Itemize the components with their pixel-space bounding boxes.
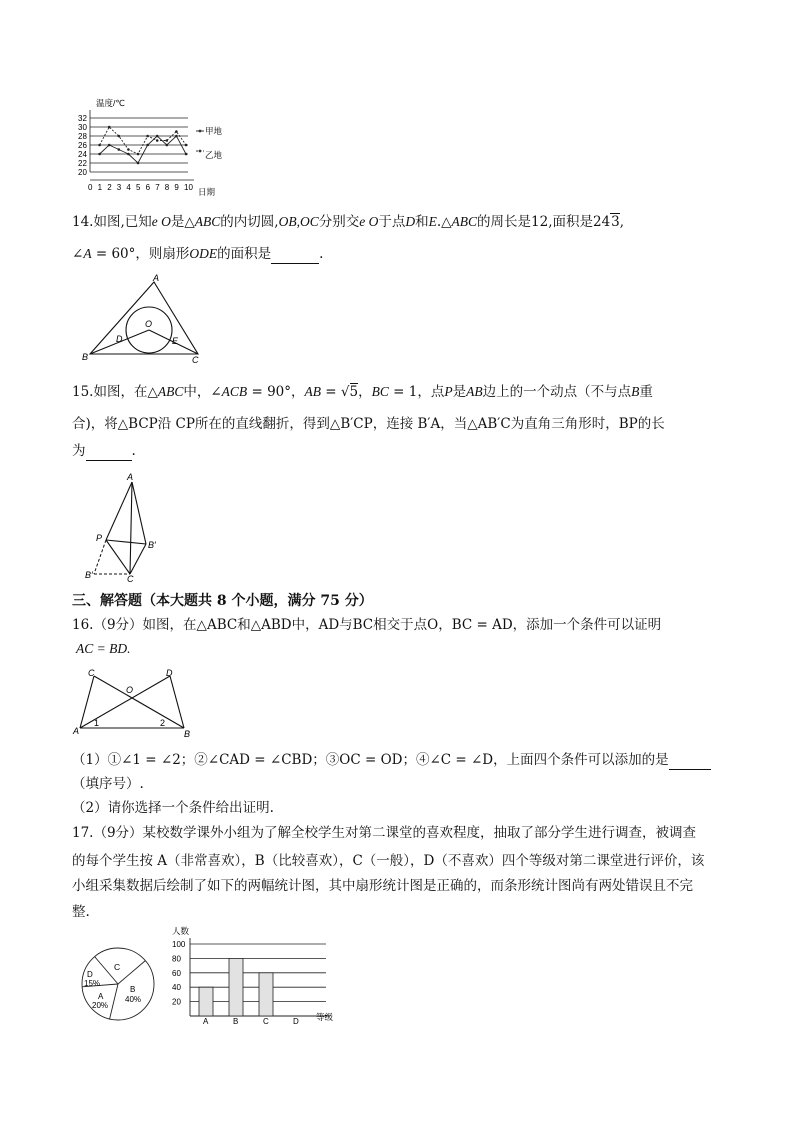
bar-A: [199, 987, 213, 1016]
temp-point: [185, 144, 188, 147]
temp-y-tick: 28: [78, 132, 87, 141]
section3-title: 三、解答题（本大题共 8 个小题，满分 75 分）: [72, 593, 373, 609]
svg-text:2: 2: [160, 718, 166, 728]
temp-x-tick: 1: [97, 183, 103, 192]
svg-text:D: D: [166, 668, 173, 678]
q17-line2: 的每个学生按 A（非常喜欢），B（比较喜欢），C（一般），D（不喜欢）四个等级对第二课堂进行评价，该: [72, 853, 705, 869]
svg-text:D: D: [116, 334, 123, 344]
temp-point: [146, 144, 149, 147]
svg-text:O: O: [126, 685, 134, 695]
bar-chart: [166, 924, 346, 1024]
legend-jia: 甲地: [205, 126, 223, 136]
temp-x-tick: 0: [88, 183, 93, 192]
temp-y-tick: 20: [78, 168, 87, 177]
q16-options-2: （填序号）.: [72, 776, 144, 792]
svg-text:B′: B′: [148, 540, 156, 550]
bar-chart-xlabel: 等级: [316, 1012, 334, 1022]
svg-text:C: C: [88, 668, 95, 678]
temp-chart-xlabel: 日期: [198, 187, 216, 197]
svg-text:A: A: [153, 273, 160, 283]
svg-text:C: C: [114, 962, 121, 972]
svg-text:C: C: [192, 355, 199, 364]
q14-line2: ∠A = 60°，则扇形ODE的面积是 .: [72, 246, 324, 262]
bar-y-tick: 100: [172, 940, 186, 949]
bar-chart-ylabel: 人数: [172, 926, 190, 936]
temp-point: [137, 153, 140, 156]
temp-x-tick: 9: [174, 183, 179, 192]
temp-point: [118, 148, 121, 151]
q16-part2: （2）请你选择一个条件给出证明.: [72, 800, 274, 816]
fig14-incircle-triangle: [82, 272, 212, 364]
svg-text:A: A: [98, 992, 104, 1001]
q16-options: （1）①∠1 = ∠2；②∠CAD = ∠CBD；③OC = OD；④∠C = ∠D，上面四个条件可以添加的是: [72, 750, 711, 770]
temp-point: [156, 135, 159, 138]
bar-y-tick: 20: [172, 997, 181, 1007]
bar-x-tick: C: [263, 1017, 269, 1024]
svg-text:B: B: [130, 985, 136, 994]
temp-x-tick: 6: [145, 183, 151, 192]
pie-slice-B: [118, 961, 145, 984]
temp-x-tick: 8: [164, 183, 170, 192]
q16-line2: AC = BD.: [76, 641, 131, 656]
bar-x-tick: B: [233, 1017, 239, 1024]
bar-x-tick: A: [203, 1017, 209, 1024]
temp-series-line: [100, 136, 186, 163]
temp-point: [108, 126, 111, 129]
svg-text:40%: 40%: [125, 995, 142, 1004]
temp-point: [175, 130, 178, 133]
legend-yi: 乙地: [205, 150, 223, 160]
temp-point: [127, 148, 130, 151]
temp-point: [137, 162, 140, 165]
temp-point: [98, 144, 101, 147]
temp-point: [175, 135, 178, 138]
svg-text:B: B: [184, 729, 191, 738]
q14-line1: 14.如图,已知e O是△ABC的内切圆,OB,OC分别交e O于点D和E.△ABC的周长是12,面积是243,: [72, 214, 625, 230]
temp-y-tick: 26: [78, 141, 87, 150]
q15-line2: 合)，将△BCP沿 CP所在的直线翻折，得到△B′CP，连接 B′A，当△AB′C为直角三角形时，BP的长: [72, 416, 665, 432]
q16-answer-blank[interactable]: [669, 755, 711, 770]
temp-point: [98, 153, 101, 156]
pie-chart: [78, 944, 162, 1024]
temperature-chart: [76, 96, 236, 200]
temp-point: [108, 144, 111, 147]
svg-text:A: A: [73, 726, 80, 736]
svg-text:C: C: [127, 574, 134, 582]
bar-C: [259, 973, 273, 1016]
temp-point: [185, 153, 188, 156]
q15-answer-blank[interactable]: [86, 446, 132, 461]
temp-y-tick: 24: [78, 150, 87, 159]
bar-B: [229, 958, 243, 1016]
fig15-fold-triangle: [82, 470, 162, 582]
q16-line1: 16.（9分）如图，在△ABC和△ABD中，AD与BC相交于点O，BC = AD，添加一个条件可以证明: [72, 617, 662, 633]
q14-answer-blank[interactable]: [271, 249, 319, 264]
svg-text:A: A: [127, 472, 134, 482]
svg-text:20%: 20%: [92, 1001, 109, 1010]
svg-text:P: P: [96, 533, 103, 543]
temp-x-tick: 2: [107, 183, 112, 192]
bar-y-tick: 80: [172, 954, 181, 964]
temp-point: [166, 139, 169, 142]
temp-chart-ylabel: 温度/℃: [96, 98, 125, 108]
svg-text:1: 1: [94, 718, 100, 728]
fig16-crossed-triangles: [72, 664, 192, 738]
q17-line1: 17.（9分）某校数学课外小组为了解全校学生对第二课堂的喜欢程度，抽取了部分学生进行调查，被调查: [72, 825, 697, 841]
temp-point: [127, 153, 130, 156]
bar-y-tick: 60: [172, 968, 181, 978]
q17-line4: 整.: [72, 904, 90, 920]
svg-text:B: B: [82, 352, 89, 362]
q17-line3: 小组采集数据后绘制了如下的两幅统计图，其中扇形统计图是正确的，而条形统计图尚有两处错误且不完: [72, 878, 693, 894]
svg-text:B′: B′: [85, 570, 93, 580]
temp-point: [166, 144, 169, 147]
pie-slice-A: [110, 984, 118, 1019]
temp-x-tick: 4: [126, 183, 131, 192]
temp-y-tick: 32: [78, 114, 87, 123]
temp-point: [146, 135, 149, 138]
temp-point: [156, 139, 159, 142]
temp-series-line: [100, 127, 186, 154]
svg-text:D: D: [87, 970, 93, 979]
temp-x-tick: 10: [184, 183, 193, 192]
svg-text:O: O: [145, 319, 153, 329]
svg-text:15%: 15%: [84, 979, 101, 988]
q15-line1: 15.如图，在△ABC中，∠ACB = 90°，AB = √5，BC = 1，点P是AB边上的一个动点（不与点B重: [72, 384, 653, 400]
temp-y-tick: 30: [78, 123, 87, 132]
temp-legend: [196, 126, 223, 160]
temp-x-tick: 7: [155, 183, 160, 192]
temp-y-tick: 22: [78, 159, 87, 168]
temp-point: [118, 135, 121, 138]
temp-x-tick: 3: [116, 183, 122, 192]
bar-y-tick: 40: [172, 983, 181, 993]
temp-x-tick: 5: [136, 183, 141, 192]
svg-text:E: E: [172, 336, 179, 346]
q15-line3: 为 .: [72, 443, 136, 459]
bar-x-tick: D: [293, 1017, 299, 1024]
